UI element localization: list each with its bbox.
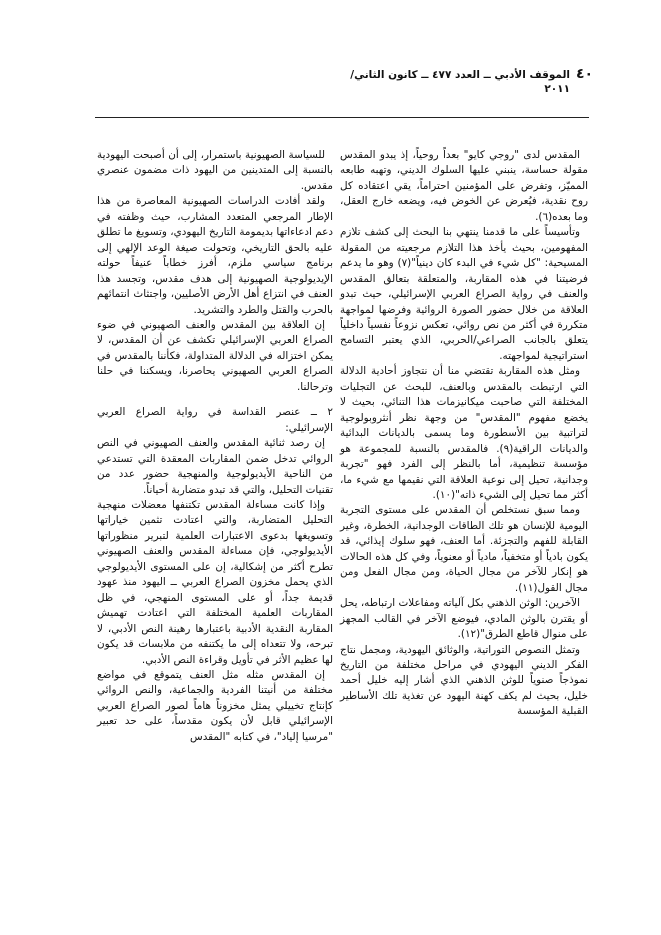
header-divider: [95, 117, 589, 118]
paragraph: ومما سبق نستخلص أن المقدس على مستوى التجربة اليومية للإنسان هو تلك الطاقات الوجدانية، الخطرة، وغير القابلة للفهم والتجزئة. أما العنف، فهو سلوك إيذائي، قد يكون بادياً أو متخفياً، مادياً أو معنوياً، وفي كل هذه الحالات هو إنكار للآخر من مجال الحياة، ومن مجال الفعل ومن مجال القول(١١).: [340, 504, 588, 594]
page-number: ٤٠: [576, 66, 594, 82]
running-header: الموقف الأدبي ــ العدد ٤٧٧ ــ كانون الثاني/ ٢٠١١: [350, 69, 570, 95]
section-heading: ٢ ــ عنصر القداسة في رواية الصراع العربي الإسرائيلي:: [97, 406, 333, 434]
paragraph: الآخرين: الوثن الذهني بكل آلياته ومفاعلات ارتباطه، يحل أو يقترن بالوثن المادي، فيوضع الآخر في القالب المجهز على منوال قاطع الطرق"(١٢).: [340, 597, 588, 641]
paragraph: ومثل هذه المقاربة تقتضي منا أن نتجاوز أحادية الدلالة التي ارتبطت بالمقدس وبالعنف، للبحث عن التجليات المختلفة التي صاحبت ميكانيزمات هذا التنائي، بحيث لا يخضع مفهوم "المقدس" من وجهة نظر أنثروبولوجية لتراتبية بين الأسطورة وما يسمى بالديانات البدائية والديانات الراقية(٩). فالمقدس بالنسبة للمجموعة هو مؤسسة تنظيمية، أما بالنظر إلى الفرد فهو "تجربة وجدانية، تحيل إلى نوعية العلاقة التي نقيمها مع شيء ما، أكثر مما تحيل إلى الشيء ذاته"(١٠).: [340, 365, 588, 501]
paragraph: المقدس لدى "روجي كايو" بعداً روحياً، إذ يبدو المقدس مقولة حساسة، ينبني عليها السلوك الديني، وتهبه طابعه المميّز، وتفرض على المؤمنين احتراماً، يقي اعتقاده كل روح نقدية، فيُعرض عن الخوض فيه، ويضعه خارج العقل، وما بعده(٦).: [340, 149, 588, 223]
left-column: [97, 148, 333, 743]
paragraph: وتأسيساً على ما قدمنا ينتهي بنا البحث إلى كشف تلازم المفهومين، بحيث يأخذ هذا التلازم مرجعيته من المقولة المسيحية: "كل شيء في البدء كان دينياً"(٧) وهو ما يدعم فرضيتنا في هذه المقاربة، والمتعلقة بتعالق المقدس والعنف في رواية الصراع العربي الإسرائيلي، حيث تبدو العلاقة من خلال حضور الصورة الروائية وفرضها لمواجهة متكررة في أكثر من نص روائي، تعكس نزوعاً نفسياً داخلياً يتعلق بالجانب الصراعي/الحربي، الذي يعتبر التسامح استراتيجية لمواجهته.: [340, 226, 588, 362]
paragraph: وإذا كانت مساءلة المقدس تكتنفها معضلات منهجية التحليل المتضاربة، والتي اعتادت تثمين خياراتها وتسويغها بدعوى الاعتبارات العلمية لتبرير منظوراتها الأيديولوجي، فإن مساءلة المقدس والعنف الصهيوني تطرح أكثر من إشكالية، إن على المستوى الأيديولوجي الذي يحمل مخزون الصراع العربي ــ اليهود منذ عهود قديمة جداً، أو على المستوى المنهجي، في ظل المقاربات العلمية المختلفة التي اعتادت تهميش المقاربة النقدية الأدبية باعتبارها رهينة النص الأدبي، لا تبرحه، ولا تتعداه إلى ما يكتنفه من ملابسات قد يكون لها عظيم الأثر في تأويل وقراءة النص الأدبي.: [97, 498, 333, 666]
paragraph: إن المقدس مثله مثل العنف يتموقع في مواضع مختلفة من أنيتنا الفردية والجماعية، والنص الروائي كإنتاج تخييلي يمثل مخزوناً هاماً لصور الصراع العربي الإسرائيلي قابل لأن يكون مقدساً، على حد تعبير "مرسيا إلياد"، في كتابه "المقدس: [97, 668, 333, 743]
paragraph: ولقد أفادت الدراسات الصهيونية المعاصرة من هذا الإطار المرجعي المتعدد المشارب، حيث وظفته في دعم ادعاءاتها بديمومة التاريخ اليهودي، وتسويغ ما تطلق عليه بالحق التاريخي، وتحولت صيغة الوعد الإلهي إلى برنامج سياسي ملزم، أفرز خطاباً عنيفاً حولته الإيديولوجية الصهيونية إلى هدف مقدس، وتجسد هذا العنف في انتزاع أهل الأرض الأصليين، واجتثاث انتمائهم بالحرب والقتل والطرد والتشريد.: [97, 195, 333, 316]
paragraph: وتمثل النصوص التوراتية، والوثائق اليهودية، ومجمل نتاج الفكر الديني اليهودي في مراحل مختلفة من التاريخ نموذجاً صنوياً للوثن الذهني الذي أشار إليه خليل أحمد خليل، بحيث لم يكف كهنة اليهود عن تغذية تلك الأساطير القبلية المؤسسة: [340, 643, 588, 718]
paragraph: إن العلاقة بين المقدس والعنف الصهيوني في ضوء الصراع العربي الإسرائيلي تكشف عن أن المقدس، لا يمكن اختزاله في الدلالة المتداولة، فكأننا بالمقدس في الصراع العربي الصهيوني يحاصرنا، ويسكننا في حلنا وترحالنا.: [97, 318, 333, 393]
paragraph: إن رصد ثنائية المقدس والعنف الصهيوني في النص الروائي تدخل ضمن المقاربات المعقدة التي تستدعي من الناحية الأيديولوجية والمنهجية حضور عدد من تقنيات التحليل، والتي قد تبدو متضاربة أحياناً.: [97, 437, 333, 496]
right-column: [340, 148, 588, 920]
paragraph: للسياسة الصهيونية باستمرار، إلى أن أصبحت اليهودية بالنسبة إلى المتدينين من اليهود ذات مضمون عنصري مقدس.: [97, 149, 333, 192]
